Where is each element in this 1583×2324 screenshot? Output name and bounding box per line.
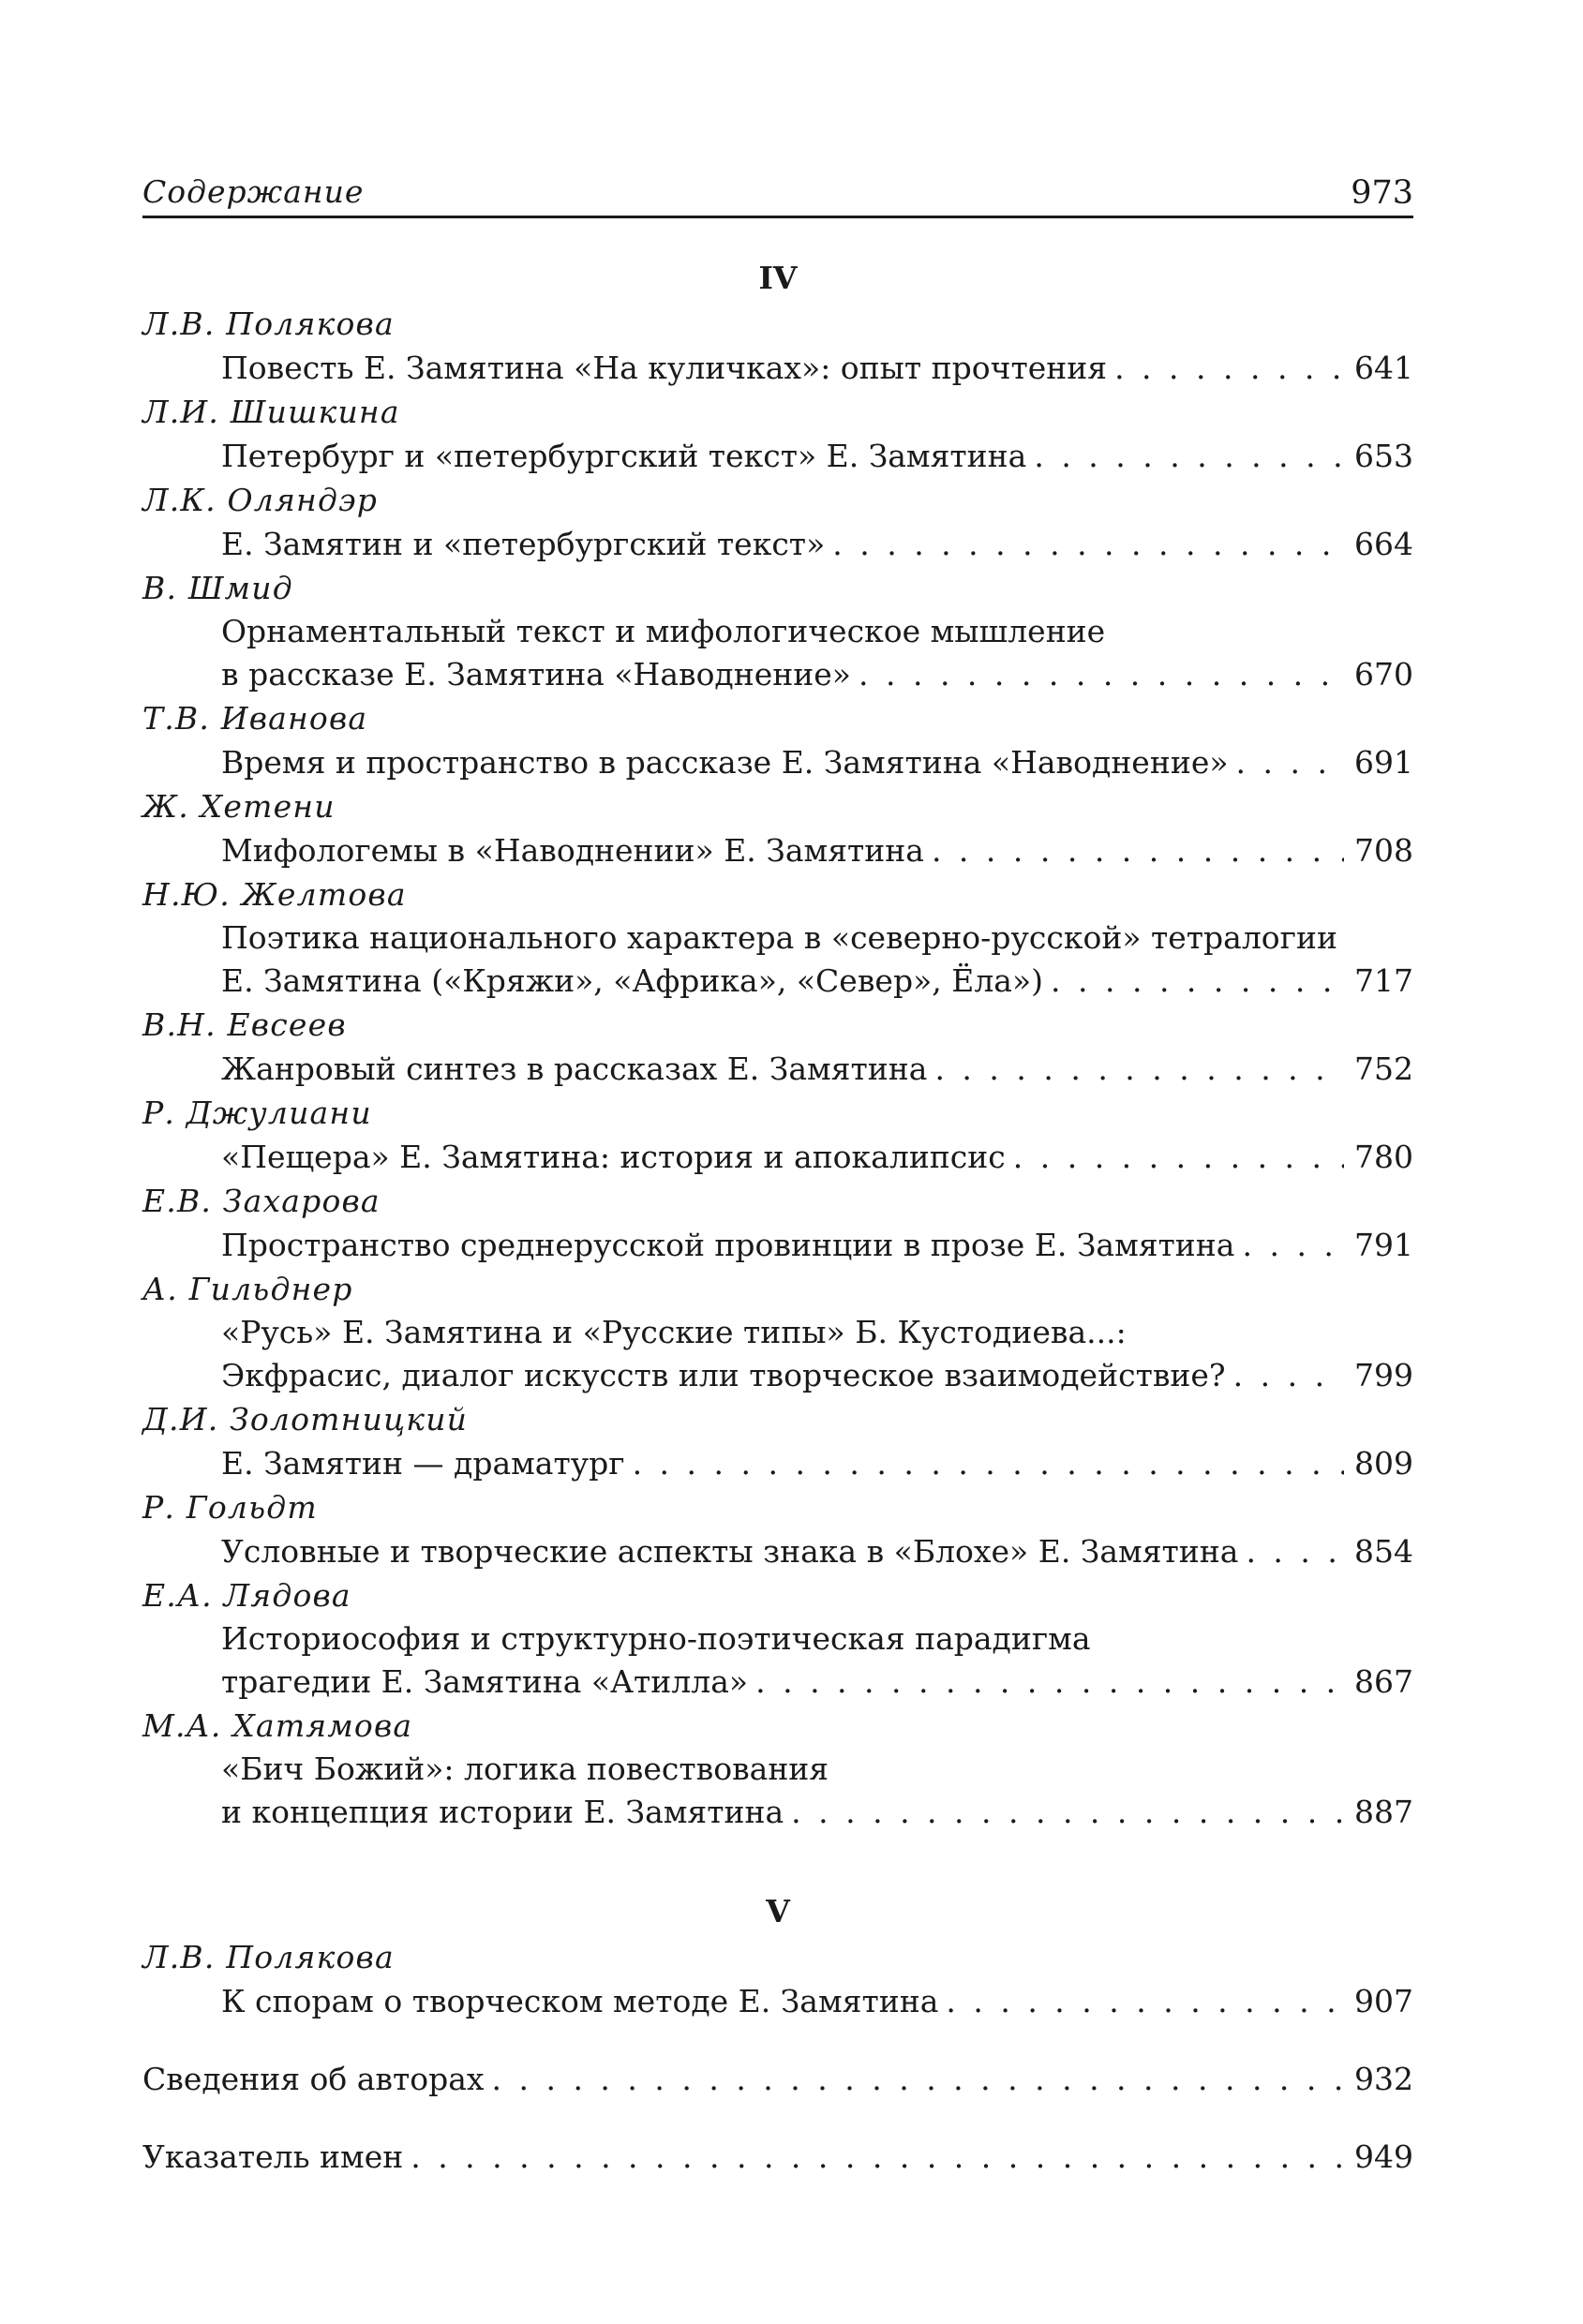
toc-entry-line[interactable] [142, 1790, 1413, 1834]
dot-leader [946, 1979, 1344, 2023]
dot-leader [755, 1660, 1344, 1704]
toc-entry-title-line: Орнаментальный текст и мифологическое мышление [221, 613, 1106, 649]
toc-entry [142, 872, 1413, 1003]
entry-author: Л.В. Полякова [142, 305, 395, 342]
dot-leader [1013, 1135, 1344, 1179]
dot-leader [1114, 346, 1344, 390]
toc-entry-title: Повесть Е. Замятина «На куличках»: опыт прочтения [221, 350, 1108, 386]
toc-entry-title-line: «Русь» Е. Замятина и «Русские типы» Б. Кустодиева...: [221, 1314, 1127, 1350]
dot-leader [1236, 740, 1344, 784]
entry-author: В.Н. Евсеев [142, 1006, 347, 1043]
entry-author: Р. Гольдт [142, 1489, 318, 1526]
page-number: 973 [1351, 174, 1413, 212]
toc-page-number: 653 [1354, 438, 1413, 474]
entry-author: В. Шмид [142, 570, 293, 606]
entry-author: Е.А. Лядова [142, 1577, 351, 1614]
toc-entry-title: Экфрасис, диалог искусств или творческое взаимодействие? [221, 1357, 1226, 1393]
toc-entry-line[interactable] [142, 434, 1413, 478]
toc-page-number: 670 [1354, 656, 1413, 693]
toc-page-number: 949 [1354, 2138, 1413, 2175]
toc-entry [142, 696, 1413, 784]
dot-leader [791, 1790, 1344, 1834]
dot-leader [492, 2057, 1344, 2101]
toc-entry-title: Петербург и «петербургский текст» Е. Замятина [221, 438, 1027, 474]
toc-page-number: 809 [1354, 1445, 1413, 1482]
toc-entry-title: Время и пространство в рассказе Е. Замятина «Наводнение» [221, 744, 1229, 781]
toc-entry-title: «Пещера» Е. Замятина: история и апокалипсис [221, 1139, 1006, 1175]
toc-page-number: 641 [1354, 350, 1413, 386]
toc-page-number: 752 [1354, 1050, 1413, 1087]
toc-entry-line[interactable] [142, 1223, 1413, 1267]
toc-entry-title: трагедии Е. Замятина «Атилла» [221, 1663, 749, 1700]
dot-leader [633, 1441, 1344, 1485]
dot-leader [859, 652, 1344, 696]
toc-page-number: 932 [1354, 2061, 1413, 2097]
toc-entry-title: Е. Замятин — драматург [221, 1445, 625, 1482]
toc-entry-line[interactable] [142, 959, 1413, 1003]
toc-page-number: 664 [1354, 526, 1413, 562]
toc-page-number: 780 [1354, 1139, 1413, 1175]
toc-entry-line[interactable] [142, 1529, 1413, 1573]
dot-leader [1034, 434, 1344, 478]
toc-entry-title: Сведения об авторах [142, 2061, 485, 2097]
toc-entry [142, 784, 1413, 872]
toc-page-number: 854 [1354, 1533, 1413, 1570]
section-heading: V [766, 1893, 790, 1929]
toc-entry [142, 1704, 1413, 1834]
toc-entry [142, 302, 1413, 390]
dot-leader [932, 828, 1344, 872]
dot-leader [934, 1047, 1344, 1091]
entry-author: Е.В. Захарова [142, 1183, 381, 1219]
toc-entry-title-line: Поэтика национального характера в «северно-русской» тетралогии [221, 919, 1337, 956]
toc-entry-title-line: «Бич Божий»: логика повествования [221, 1750, 829, 1787]
toc-entry-line[interactable] [142, 2057, 1413, 2101]
toc-entry-line[interactable] [142, 1135, 1413, 1179]
toc-entry-title: Условные и творческие аспекты знака в «Блохе» Е. Замятина [221, 1533, 1239, 1570]
toc-entry [142, 1485, 1413, 1573]
toc-entry-line[interactable] [142, 1047, 1413, 1091]
toc-page-number: 887 [1354, 1794, 1413, 1830]
spacer [142, 2023, 1413, 2057]
dot-leader [1246, 1529, 1344, 1573]
toc-entry-line[interactable] [142, 1979, 1413, 2023]
running-header [142, 163, 1413, 218]
toc-entry-line[interactable] [142, 652, 1413, 696]
entry-author: А. Гильднер [142, 1271, 353, 1307]
toc-entry-title: Указатель имен [142, 2138, 404, 2175]
table-of-contents [142, 255, 1413, 2179]
toc-entry-line[interactable] [142, 346, 1413, 390]
toc-entry-title: Е. Замятин и «петербургский текст» [221, 526, 826, 562]
toc-entry-line[interactable] [142, 1660, 1413, 1704]
toc-entry [142, 1573, 1413, 1704]
toc-entry-line[interactable] [142, 828, 1413, 872]
toc-entry-line[interactable] [142, 1353, 1413, 1397]
dot-leader [411, 2135, 1344, 2179]
toc-entry-title: Мифологемы в «Наводнении» Е. Замятина [221, 832, 924, 869]
toc-entry-title: Е. Замятина («Кряжи», «Африка», «Север», Ёла») [221, 962, 1044, 999]
dot-leader [832, 522, 1344, 566]
toc-entry [142, 1935, 1413, 2023]
toc-page-number: 717 [1354, 962, 1413, 999]
toc-entry-line[interactable] [142, 522, 1413, 566]
toc-page-number: 907 [1354, 1983, 1413, 2019]
toc-page-number: 791 [1354, 1227, 1413, 1263]
toc-entry-title: и концепция истории Е. Замятина [221, 1794, 784, 1830]
entry-author: Д.И. Золотницкий [142, 1401, 469, 1438]
entry-author: М.А. Хатямова [142, 1707, 413, 1744]
dot-leader [1233, 1353, 1344, 1397]
toc-entry-line[interactable] [142, 2135, 1413, 2179]
toc-entry [142, 1397, 1413, 1485]
entry-author: Ж. Хетени [142, 788, 336, 825]
entry-author: Р. Джулиани [142, 1095, 372, 1131]
entry-author: Т.В. Иванова [142, 700, 368, 737]
spacer [142, 2101, 1413, 2135]
dot-leader [1242, 1223, 1344, 1267]
toc-entry-title: в рассказе Е. Замятина «Наводнение» [221, 656, 851, 693]
toc-entry [142, 566, 1413, 696]
section-heading: IV [758, 260, 798, 296]
toc-entry-title: Пространство среднерусской провинции в прозе Е. Замятина [221, 1227, 1235, 1263]
toc-entry [142, 390, 1413, 478]
toc-entry [142, 1179, 1413, 1267]
toc-entry [142, 478, 1413, 566]
toc-entry [142, 1091, 1413, 1179]
toc-page-number: 867 [1354, 1663, 1413, 1700]
toc-entry-title-line: Историософия и структурно-поэтическая парадигма [221, 1620, 1091, 1657]
entry-author: Н.Ю. Желтова [142, 876, 407, 913]
dot-leader [1051, 959, 1344, 1003]
toc-page-number: 691 [1354, 744, 1413, 781]
running-header-title: Содержание [142, 173, 365, 210]
entry-author: Л.В. Полякова [142, 1939, 395, 1975]
toc-entry-title: Жанровый синтез в рассказах Е. Замятина [221, 1050, 928, 1087]
toc-entry-title: К спорам о творческом методе Е. Замятина [221, 1983, 939, 2019]
toc-entry [142, 1267, 1413, 1397]
toc-entry [142, 1003, 1413, 1091]
toc-entry-line[interactable] [142, 740, 1413, 784]
toc-entry-line[interactable] [142, 1441, 1413, 1485]
toc-page-number: 799 [1354, 1357, 1413, 1393]
entry-author: Л.К. Оляндэр [142, 482, 379, 518]
toc-page-number: 708 [1354, 832, 1413, 869]
entry-author: Л.И. Шишкина [142, 394, 400, 430]
